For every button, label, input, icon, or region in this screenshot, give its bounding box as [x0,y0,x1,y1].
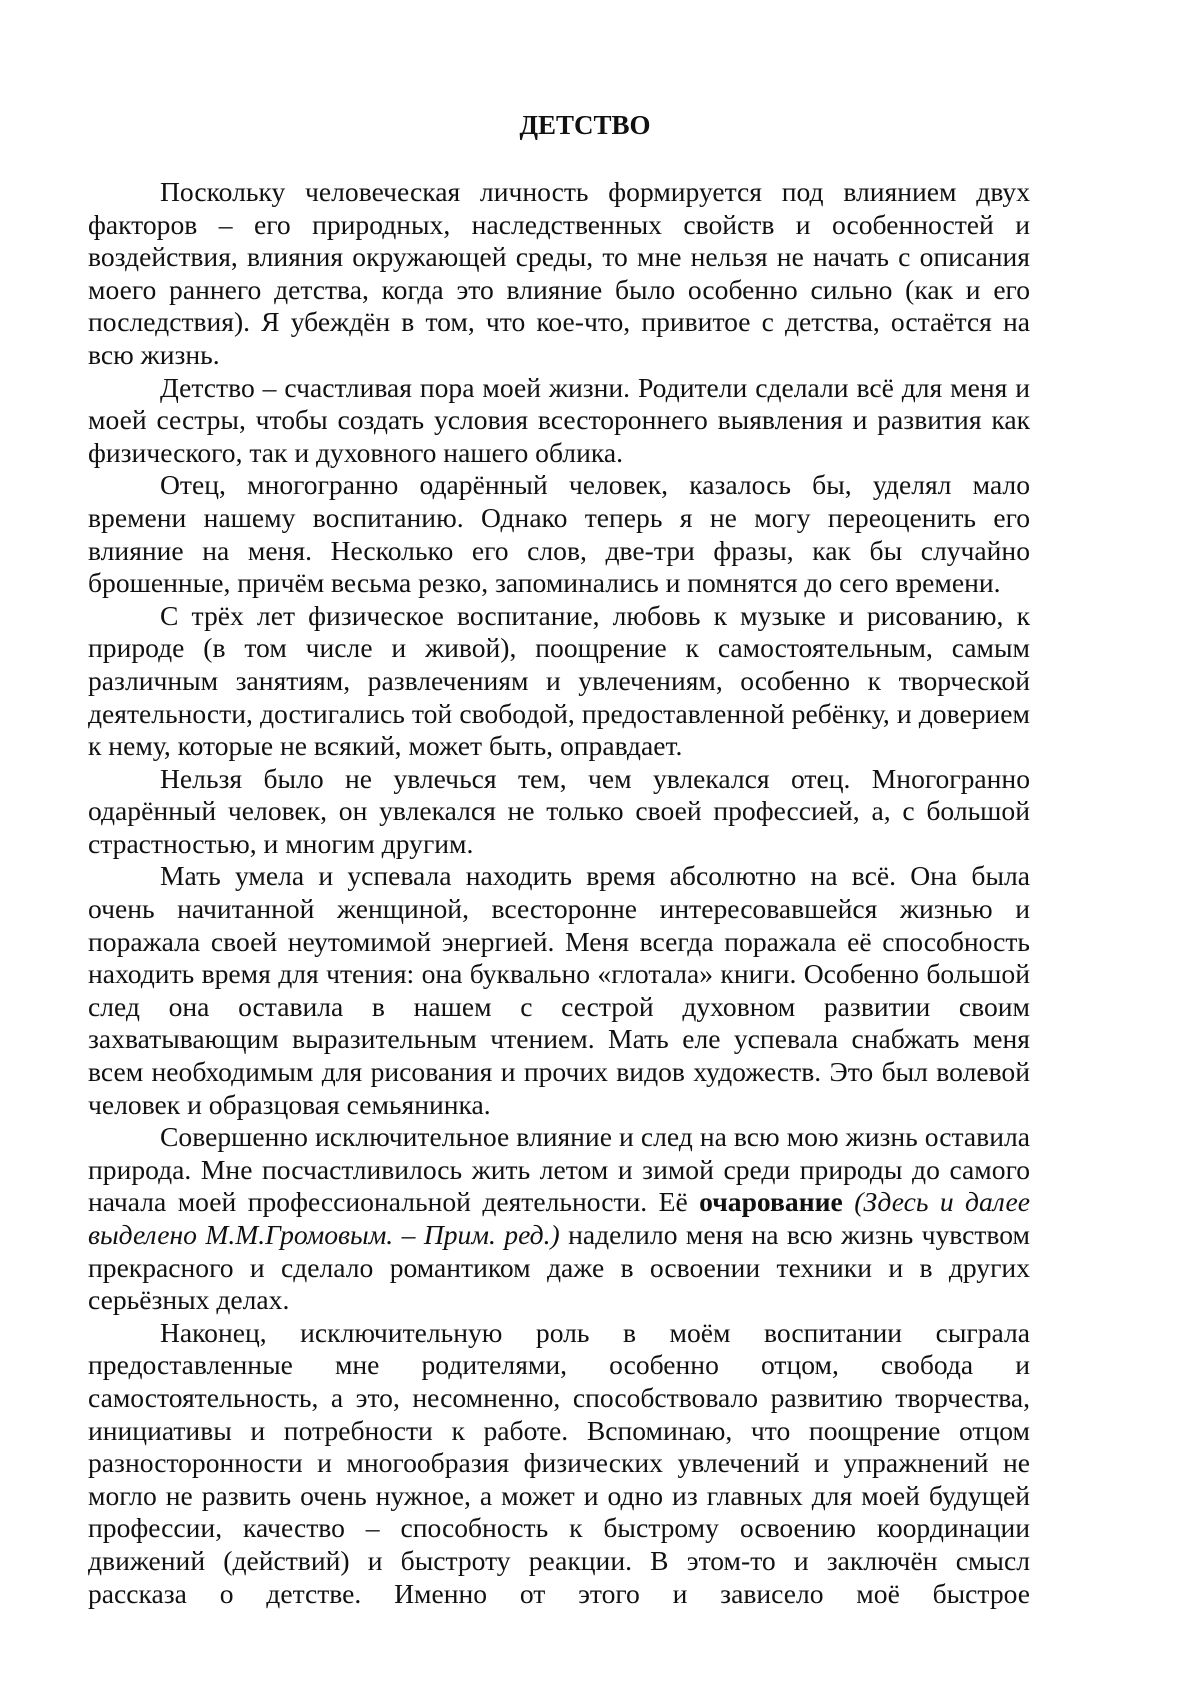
page-title: ДЕТСТВО [519,110,651,140]
editor-note: (Здесь и далее выделено М.М.Громовым. – Прим. ред.) [88,1186,1030,1250]
paragraph-2: Детство – счастливая пора моей жизни. Родители сделали всё для меня и моей сестры, чтобы создать условия всестороннего выявления и развития как физического, так и духовного нашего облика. [88,371,1030,468]
emphasized-word: очарование [699,1186,843,1218]
paragraph-8: Наконец, исключительную роль в моём воспитании сыграла предоставленные мне родителями, особенно отцом, свобода и самостоятельность, а это, несомненно, способствовало развитию творчества, инициативы и потребности к работе. Вспоминаю, что поощрение отцом разносторонности и многообразия физических увлечений и упражнений не могло не развить очень нужное, а может и одно из главных для моей будущей профессии, качество – способность к быстрому освоению координации движений (действий) и быстроту реакции. В этом-то и заключён смысл рассказа о детстве. Именно от этого и зависело моё быстрое [88,1316,1030,1609]
paragraph-7 [88,1121,1030,1317]
paragraph-7-text-after: наделило меня на всю жизнь чувством прекрасного и сделало романтиком даже в освоении техники и в других серьёзных делах. [88,1219,1030,1316]
paragraph-7-text-before: Совершенно исключительное влияние и след на всю мою жизнь оставила природа. Мне посчастливилось жить летом и зимой среди природы до самого начала моей профессиональной деятельности. Её [88,1121,1030,1218]
document-page [88,110,1030,1610]
paragraph-5: Нельзя было не увлечься тем, чем увлекался отец. Многогранно одарённый человек, он увлекался не только своей профессией, а, с большой страстностью, и многим другим. [88,762,1030,859]
paragraph-3: Отец, многогранно одарённый человек, казалось бы, уделял мало времени нашему воспитанию. Однако теперь я не могу переоценить его влияние на меня. Несколько его слов, две-три фразы, как бы случайно брошенные, причём весьма резко, запоминались и помнятся до сего времени. [88,469,1030,599]
paragraph-1: Поскольку человеческая личность формируется под влиянием двух факторов – его природных, наследственных свойств и особенностей и воздействия, влияния окружающей среды, то мне нельзя не начать с описания моего раннего детства, когда это влияние было особенно сильно (как и его последствия). Я убеждён в том, что кое-что, привитое с детства, остаётся на всю жизнь. [88,176,1030,370]
paragraph-4: С трёх лет физическое воспитание, любовь к музыке и рисованию, к природе (в том числе и живой), поощрение к самостоятельным, самым различным занятиям, развлечениям и увлечениям, особенно к творческой деятельности, достигались той свободой, предоставленной ребёнку, и доверием к нему, которые не всякий, может быть, оправдает. [88,599,1030,762]
paragraph-6: Мать умела и успевала находить время абсолютно на всё. Она была очень начитанной женщиной, всесторонне интересовавшейся жизнью и поражала своей неутомимой энергией. Меня всегда поражала её способность находить время для чтения: она буквально «глотала» книги. Особенно большой след она оставила в нашем с сестрой духовном развитии своим захватывающим выразительным чтением. Мать еле успевала снабжать меня всем необходимым для рисования и прочих видов художеств. Это был волевой человек и образцовая семьянинка. [88,860,1030,1120]
